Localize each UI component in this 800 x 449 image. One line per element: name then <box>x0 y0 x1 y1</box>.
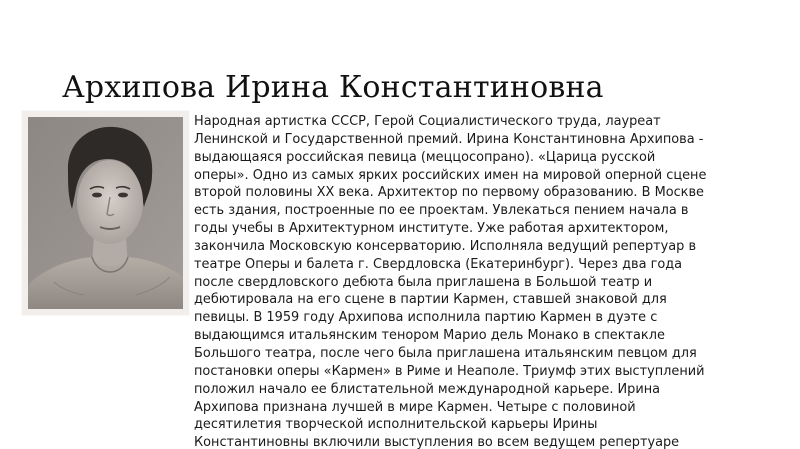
biography-line: положил начало ее блистательной международной карьере. Ирина <box>194 381 661 397</box>
portrait-photo <box>28 117 183 309</box>
biography-line: годы учебы в Архитектурном институте. Уже работая архитектором, <box>194 221 669 237</box>
biography-line: второй половины XX века. Архитектор по первому образованию. В Москве <box>194 185 704 201</box>
biography-line: театре Оперы и балета г. Свердловска (Екатеринбург). Через два года <box>194 256 683 272</box>
biography-line: десятилетия творческой исполнительской карьеры Ирины <box>194 417 598 433</box>
biography-line: Народная артистка СССР, Герой Социалистического труда, лауреат <box>194 114 661 129</box>
biography-line: закончила Московскую консерваторию. Исполняла ведущий репертуар в <box>194 238 697 254</box>
biography-line: Большого театра, после чего была приглашена итальянским певцом для <box>194 345 697 361</box>
biography-line: Константиновны включили выступления во всем ведущем репертуаре <box>194 435 680 449</box>
biography-line: дебютировала на его сцене в партии Кармен, ставшей знаковой для <box>194 292 667 308</box>
biography-line: Ленинской и Государственной премий. Ирина Константиновна Архипова - <box>194 131 704 147</box>
biography-line: постановки оперы «Кармен» в Риме и Неаполе. Триумф этих выступлений <box>194 363 705 379</box>
biography-line: выдающаяся российская певица (меццосопрано). «Царица русской <box>194 149 656 165</box>
biography-line: оперы». Одно из самых ярких российских имен на мировой оперной сцене <box>194 167 707 183</box>
biography-line: после свердловского дебюта была приглашена в Большой театр и <box>194 274 653 290</box>
biography-text <box>194 113 800 449</box>
biography-line: выдающимся итальянским тенором Марио дель Монако в спектакле <box>194 328 665 344</box>
portrait-photo-icon <box>28 117 183 309</box>
photo-frame <box>22 111 189 315</box>
biography-line: есть здания, построенные по ее проектам. Увлекаться пением начала в <box>194 203 689 219</box>
biography-line: певицы. В 1959 году Архипова исполнила партию Кармен в дуэте с <box>194 310 658 326</box>
page-title: Архипова Ирина Константиновна <box>62 70 604 106</box>
biography-line: Архипова признана лучшей в мире Кармен. Четыре с половиной <box>194 399 636 415</box>
